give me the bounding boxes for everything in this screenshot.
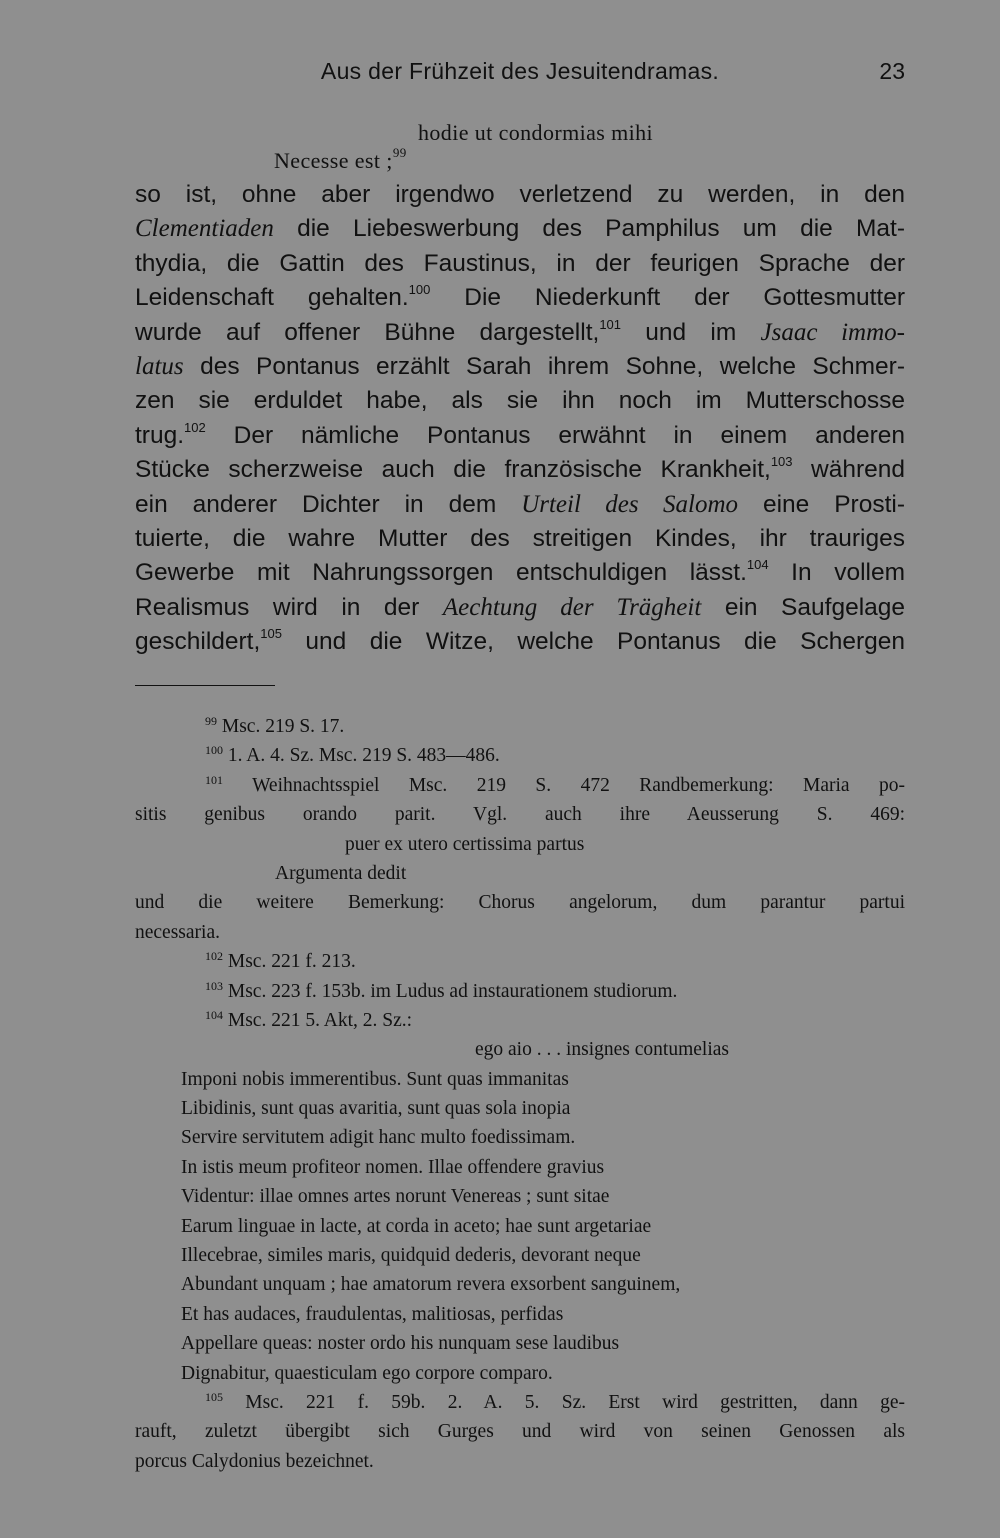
footnote-104 bbox=[135, 1006, 905, 1035]
italic-title: latus bbox=[135, 352, 184, 380]
footnote-ref: 102 bbox=[184, 419, 206, 435]
footnote-text: Appellare queas: noster ordo his nunquam sese laudibus bbox=[181, 1333, 620, 1355]
italic-title: Aechtung der Trägheit bbox=[442, 593, 702, 621]
page-number: 23 bbox=[879, 58, 905, 84]
italic-title: Clementiaden bbox=[135, 215, 274, 243]
footnote-verse bbox=[135, 1182, 905, 1211]
footnote-number: 102 bbox=[205, 949, 223, 964]
footnote-text: puer ex utero certissima partus bbox=[345, 833, 585, 855]
footnote-text: Msc. 219 S. 17. bbox=[217, 716, 345, 737]
text-span: eine Prosti- bbox=[738, 490, 906, 518]
footnote-number: 101 bbox=[205, 772, 223, 787]
footnote-verse bbox=[135, 859, 905, 888]
footnote-verse bbox=[135, 1270, 905, 1299]
footnote-line bbox=[135, 800, 905, 829]
text-line bbox=[135, 522, 905, 556]
footnote-number: 105 bbox=[205, 1389, 223, 1404]
footnote-ref: 99 bbox=[392, 145, 407, 160]
text-span: trug. bbox=[135, 421, 185, 449]
footnote-number: 100 bbox=[205, 743, 223, 758]
footnote-text: Illecebrae, similes maris, quidquid dederis, devorant neque bbox=[181, 1245, 641, 1267]
text-span: Die Niederkunft der Gottesmutter bbox=[430, 284, 906, 312]
text-line bbox=[135, 350, 905, 384]
footnote-text: Msc. 221 f. 213. bbox=[223, 951, 356, 973]
footnote-99 bbox=[135, 712, 905, 741]
footnote-100 bbox=[135, 741, 905, 770]
text-span: des Pontanus erzählt Sarah ihrem Sohne, welche Schmer- bbox=[183, 352, 905, 380]
footnote-verse bbox=[135, 1123, 905, 1152]
footnote-verse bbox=[135, 1300, 905, 1329]
footnote-separator bbox=[135, 685, 275, 686]
footnote-105 bbox=[135, 1388, 905, 1417]
text-line bbox=[135, 212, 905, 246]
text-span: Stücke scherzweise auch die französische Krankheit, bbox=[135, 456, 771, 484]
footnote-number: 104 bbox=[205, 1007, 223, 1022]
footnote-text: porcus Calydonius bezeichnet. bbox=[135, 1450, 374, 1472]
footnote-number: 103 bbox=[205, 978, 223, 993]
footnote-verse bbox=[135, 1094, 905, 1123]
footnote-text: sitis genibus orando parit. Vgl. auch ihre Aeusserung S. 469: bbox=[135, 804, 905, 826]
footnote-text: Imponi nobis immerentibus. Sunt quas immanitas bbox=[181, 1068, 569, 1090]
footnote-text: Libidinis, sunt quas avaritia, sunt quas sola inopia bbox=[181, 1098, 571, 1120]
text-line bbox=[135, 556, 905, 590]
footnote-ref: 101 bbox=[599, 316, 622, 332]
footnote-text: Msc. 221 f. 59b. 2. A. 5. Sz. Erst wird gestritten, dann ge- bbox=[223, 1391, 905, 1413]
text-line bbox=[135, 384, 905, 418]
text-span: Realismus wird in der bbox=[135, 593, 443, 621]
text-span: thydia, die Gattin des Faustinus, in der feurigen Sprache der bbox=[135, 249, 905, 277]
running-title: Aus der Frühzeit des Jesuitendramas. bbox=[320, 58, 720, 84]
footnote-verse bbox=[135, 830, 905, 859]
verse-text: Necesse est ; bbox=[274, 148, 393, 173]
footnote-text: Servire servitutem adigit hanc multo foedissimam. bbox=[181, 1127, 576, 1149]
text-line bbox=[135, 453, 905, 487]
verse-line bbox=[418, 120, 653, 146]
footnote-text: 1. A. 4. Sz. Msc. 219 S. 483—486. bbox=[223, 745, 500, 767]
footnote-text: Argumenta dedit bbox=[275, 862, 407, 884]
footnotes bbox=[135, 712, 905, 1476]
text-span: ein anderer Dichter in dem bbox=[135, 490, 522, 518]
footnote-line bbox=[135, 1417, 905, 1446]
text-line bbox=[135, 419, 905, 453]
footnote-verse bbox=[135, 1065, 905, 1094]
footnote-text: necessaria. bbox=[135, 921, 220, 943]
text-span: und die Witze, welche Pontanus die Schergen bbox=[282, 628, 905, 656]
text-line bbox=[135, 591, 905, 625]
text-span: ein Saufgelage bbox=[701, 593, 906, 621]
footnote-102 bbox=[135, 947, 905, 976]
footnote-ref: 105 bbox=[260, 626, 282, 642]
footnote-line bbox=[135, 918, 905, 947]
footnote-line bbox=[135, 888, 905, 917]
footnote-text: Videntur: illae omnes artes norunt Venereas ; sunt sitae bbox=[181, 1186, 610, 1208]
text-line bbox=[135, 281, 905, 315]
footnote-text: ego aio . . . insignes contumelias bbox=[475, 1039, 729, 1061]
footnote-verse bbox=[135, 1035, 905, 1064]
footnote-verse bbox=[135, 1153, 905, 1182]
italic-title: Jsaac immo- bbox=[760, 318, 905, 346]
footnote-text: Dignabitur, quaesticulam ego corpore comparo. bbox=[181, 1362, 553, 1384]
footnote-101 bbox=[135, 771, 905, 800]
text-span: Der nämliche Pontanus erwähnt in einem anderen bbox=[205, 421, 905, 449]
footnote-ref: 100 bbox=[408, 282, 431, 298]
footnote-text: Abundant unquam ; hae amatorum revera exsorbent sanguinem, bbox=[181, 1274, 681, 1296]
text-span: tuierte, die wahre Mutter des streitigen Kindes, ihr trauriges bbox=[135, 524, 905, 552]
footnote-text: rauft, zuletzt übergibt sich Gurges und wird von seinen Genossen als bbox=[135, 1421, 905, 1443]
footnote-line bbox=[135, 1447, 905, 1476]
footnote-number: 99 bbox=[205, 714, 217, 728]
text-line bbox=[135, 316, 905, 350]
verse-text: hodie ut condormias mihi bbox=[418, 120, 654, 145]
text-line bbox=[135, 178, 905, 212]
text-line bbox=[135, 625, 905, 659]
text-span: In vollem bbox=[768, 559, 905, 587]
text-line bbox=[135, 247, 905, 281]
text-line bbox=[135, 488, 905, 522]
footnote-verse bbox=[135, 1329, 905, 1358]
footnote-verse bbox=[135, 1212, 905, 1241]
text-span: so ist, ohne aber irgendwo verletzend zu werden, in den bbox=[135, 181, 905, 208]
footnote-103 bbox=[135, 977, 905, 1006]
italic-title: Urteil des Salomo bbox=[521, 490, 739, 518]
footnote-text: und die weitere Bemerkung: Chorus angelorum, dum parantur partui bbox=[135, 892, 905, 914]
footnote-text: Msc. 221 5. Akt, 2. Sz.: bbox=[223, 1009, 413, 1031]
footnote-text: Et has audaces, fraudulentas, malitiosas, perfidas bbox=[181, 1303, 564, 1325]
text-span: die Liebeswerbung des Pamphilus um die Mat- bbox=[273, 215, 905, 243]
footnote-ref: 103 bbox=[770, 454, 793, 470]
footnote-text: Earum linguae in lacte, at corda in aceto; hae sunt argetariae bbox=[181, 1215, 652, 1237]
text-span: während bbox=[792, 456, 905, 484]
text-span: wurde auf offener Bühne dargestellt, bbox=[135, 318, 600, 346]
verse-line bbox=[274, 145, 407, 174]
body-text bbox=[135, 178, 905, 659]
text-span: und im bbox=[621, 318, 761, 346]
footnote-ref: 104 bbox=[746, 557, 769, 573]
text-span: Gewerbe mit Nahrungssorgen entschuldigen lässt. bbox=[135, 559, 747, 587]
footnote-text: Msc. 223 f. 153b. im Ludus ad instaurationem studiorum. bbox=[223, 980, 678, 1002]
text-span: zen sie erduldet habe, als sie ihn noch im Mutterschosse bbox=[135, 387, 905, 415]
page-header bbox=[135, 58, 905, 94]
footnote-verse bbox=[135, 1359, 905, 1388]
footnote-verse bbox=[135, 1241, 905, 1270]
footnote-text: Weihnachtsspiel Msc. 219 S. 472 Randbemerkung: Maria po- bbox=[223, 774, 905, 796]
footnote-text: In istis meum profiteor nomen. Illae offendere gravius bbox=[181, 1156, 605, 1178]
text-span: Leidenschaft gehalten. bbox=[135, 284, 409, 312]
text-span: geschildert, bbox=[135, 628, 261, 656]
